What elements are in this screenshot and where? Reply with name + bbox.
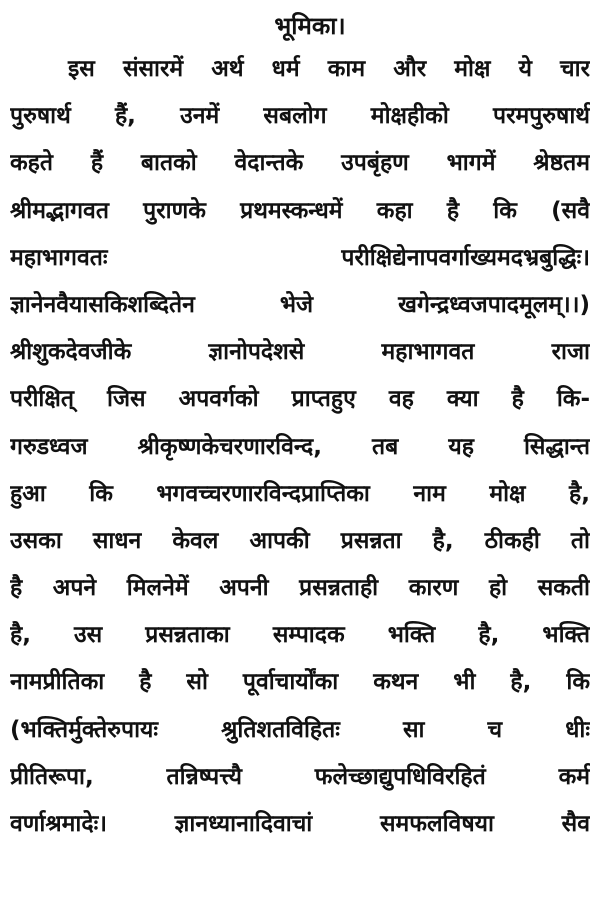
text-line: प्रीतिरूपा, तन्निष्पत्त्यै फलेच्छाद्युपधिविरहितं कर्म <box>10 763 590 790</box>
text-line: नामप्रीतिका है सो पूर्वाचार्योंका कथन भी है, कि <box>10 669 590 696</box>
text-line: ज्ञानेनवैयासकिशब्दितेन भेजे खगेन्द्रध्वजपादमूलम्।।) <box>10 291 590 318</box>
text-line: परीक्षित् जिस अपवर्गको प्राप्तहुए वह क्या है कि- <box>10 386 590 413</box>
text-line: वर्णाश्रमादेः। ज्ञानध्यानादिवाचां समफलविषया सैव <box>10 811 590 837</box>
text-line: हुआ कि भगवच्चरणारविन्दप्राप्तिका नाम मोक्ष है, <box>10 480 590 507</box>
text-line: महाभागवतः परीक्षिद्येनापवर्गाख्यमदभ्रबुद्धिः। <box>10 244 590 271</box>
text-line: है अपने मिलनेमें अपनी प्रसन्नताही कारण हो सकती <box>10 575 590 602</box>
text-line: श्रीमद्भागवत पुराणके प्रथमस्कन्धमें कहा है कि (सवै <box>10 197 590 224</box>
text-line: (भक्तिर्मुक्तेरुपायः श्रुतिशतविहितः सा च धीः <box>10 716 590 743</box>
text-line: कहते हैं बातको वेदान्तके उपबृंहण भागमें श्रेष्ठतम <box>10 150 590 177</box>
text-line: इस संसारमें अर्थ धर्म काम और मोक्ष ये चार <box>68 56 590 82</box>
body-paragraph <box>10 46 590 848</box>
text-line: गरुडध्वज श्रीकृष्णकेचरणारविन्द, तब यह सिद्धान्त <box>10 433 590 460</box>
page-title: भूमिका। <box>274 12 346 40</box>
text-line: श्रीशुकदेवजीके ज्ञानोपदेशसे महाभागवत राजा <box>10 339 590 366</box>
text-line: है, उस प्रसन्नताका सम्पादक भक्ति है, भक्ति <box>10 622 590 649</box>
text-line: पुरुषार्थ हैं, उनमें सबलोग मोक्षहीको परमपुरुषार्थ <box>10 103 590 130</box>
text-line: उसका साधन केवल आपकी प्रसन्नता है, ठीकही तो <box>10 527 590 554</box>
